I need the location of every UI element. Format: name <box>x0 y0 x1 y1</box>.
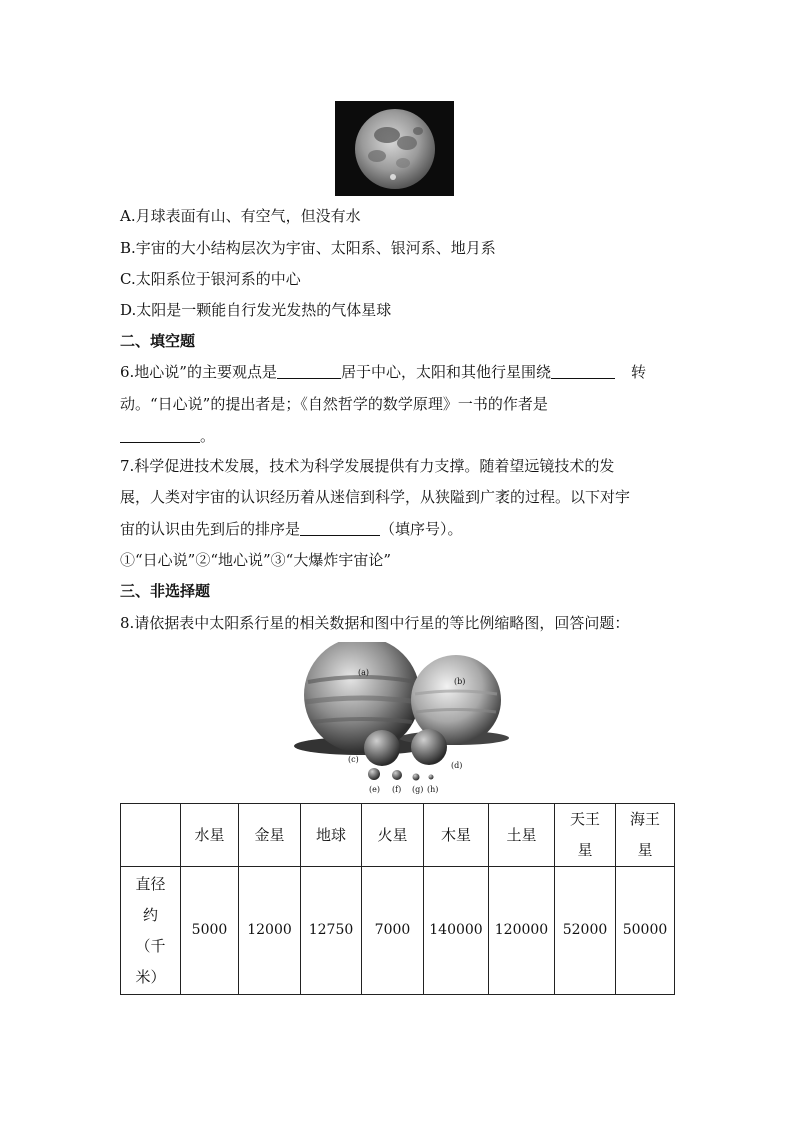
moon-icon <box>335 101 454 196</box>
question-6-line-1 <box>120 361 646 383</box>
q6-end: 。 <box>200 427 216 445</box>
planet-e <box>368 768 380 780</box>
planet-c <box>364 730 400 766</box>
diameter-cell: 12000 <box>239 867 301 995</box>
planet-label: (a) <box>358 668 370 677</box>
option-d: D.太阳是一颗能自行发光发热的气体星球 <box>120 301 392 319</box>
question-6-line-2: 动。“日心说”的提出者是；《自然哲学的数学原理》一书的作者是 <box>120 395 548 413</box>
table-header-cell <box>555 804 616 867</box>
table-header-row <box>121 804 675 867</box>
table-header-cell <box>239 804 301 867</box>
planets-icon <box>292 642 514 794</box>
question-8-text: 8.请依据表中太阳系行星的相关数据和图中行星的等比例缩略图，回答问题： <box>120 614 630 632</box>
row-header-cell <box>121 867 181 995</box>
planet-g <box>413 774 420 781</box>
q7-text-b: （填序号）。 <box>380 520 463 538</box>
row-header-text: 米） <box>135 967 166 986</box>
table-corner-cell <box>121 804 181 867</box>
planet-label: (b) <box>454 677 466 686</box>
question-7-line-3 <box>120 518 463 540</box>
planet-f <box>392 770 402 780</box>
q7-text-a: 宙的认识由先到后的排序是 <box>120 520 301 538</box>
planet-name: 地球 <box>315 825 346 844</box>
table-header-cell <box>362 804 424 867</box>
planet-name: 木星 <box>440 825 471 844</box>
planet-name: 金星 <box>254 825 285 844</box>
table-header-cell <box>616 804 675 867</box>
question-7-line-2: 展，人类对宇宙的认识经历着从迷信到科学，从狭隘到广袤的过程。以下对宇 <box>120 488 631 506</box>
row-header-text: 直径 <box>135 874 166 893</box>
diameter-cell: 7000 <box>362 867 424 995</box>
answer-blank <box>300 519 380 536</box>
planet-label: (d) <box>451 761 463 770</box>
planet-diameter-table <box>120 803 675 995</box>
planet-label: (c) <box>348 755 359 764</box>
diameter-cell: 5000 <box>181 867 239 995</box>
section-title-fill-blank: 二、填空题 <box>120 332 196 350</box>
option-c: C.太阳系位于银河系的中心 <box>120 270 301 288</box>
q6-text-b: 居于中心，太阳和其他行星围绕 <box>340 363 551 381</box>
question-7-options: ①“日心说”②“地心说”③“大爆炸宇宙论” <box>120 551 392 569</box>
moon-photo <box>335 101 454 196</box>
question-6-line-3 <box>120 425 215 447</box>
diameter-cell: 12750 <box>301 867 362 995</box>
question-7-line-1: 7.科学促进技术发展，技术为科学发展提供有力支撑。随着望远镜技术的发 <box>120 457 615 475</box>
table-header-cell <box>301 804 362 867</box>
planet-label: (g) <box>412 785 424 794</box>
diameter-cell: 50000 <box>616 867 675 995</box>
answer-blank <box>551 362 615 379</box>
answer-blank <box>277 362 341 379</box>
section-title-non-choice: 三、非选择题 <box>120 582 211 600</box>
planet-name: 星 <box>577 841 593 859</box>
table-header-cell <box>489 804 555 867</box>
row-header-text: 约 <box>142 905 158 924</box>
diameter-cell: 140000 <box>424 867 489 995</box>
planet-h <box>429 775 434 780</box>
diameter-cell: 52000 <box>555 867 616 995</box>
option-b: B.宇宙的大小结构层次为宇宙、太阳系、银河系、地月系 <box>120 239 496 257</box>
option-a: A.月球表面有山、有空气，但没有水 <box>120 207 361 225</box>
table-header-cell <box>181 804 239 867</box>
q6-text-c: 转 <box>631 363 647 381</box>
planet-name: 星 <box>637 841 653 859</box>
planet-name: 火星 <box>377 825 408 844</box>
planet-label: (f) <box>392 785 402 794</box>
planet-name: 水星 <box>194 825 225 844</box>
table-row <box>121 867 675 995</box>
diameter-cell: 120000 <box>489 867 555 995</box>
planet-name: 天王 <box>569 810 600 828</box>
answer-blank <box>120 426 200 443</box>
planet-name: 海王 <box>629 810 660 828</box>
q6-text-a: 6.地心说”的主要观点是 <box>120 363 277 381</box>
table-header-cell <box>424 804 489 867</box>
planets-scale-diagram <box>292 642 514 794</box>
planet-label: (e) <box>369 785 380 794</box>
row-header-text: （千 <box>135 936 166 955</box>
planet-name: 土星 <box>506 825 537 844</box>
planet-label: (h) <box>427 785 439 794</box>
planet-d <box>411 729 447 765</box>
